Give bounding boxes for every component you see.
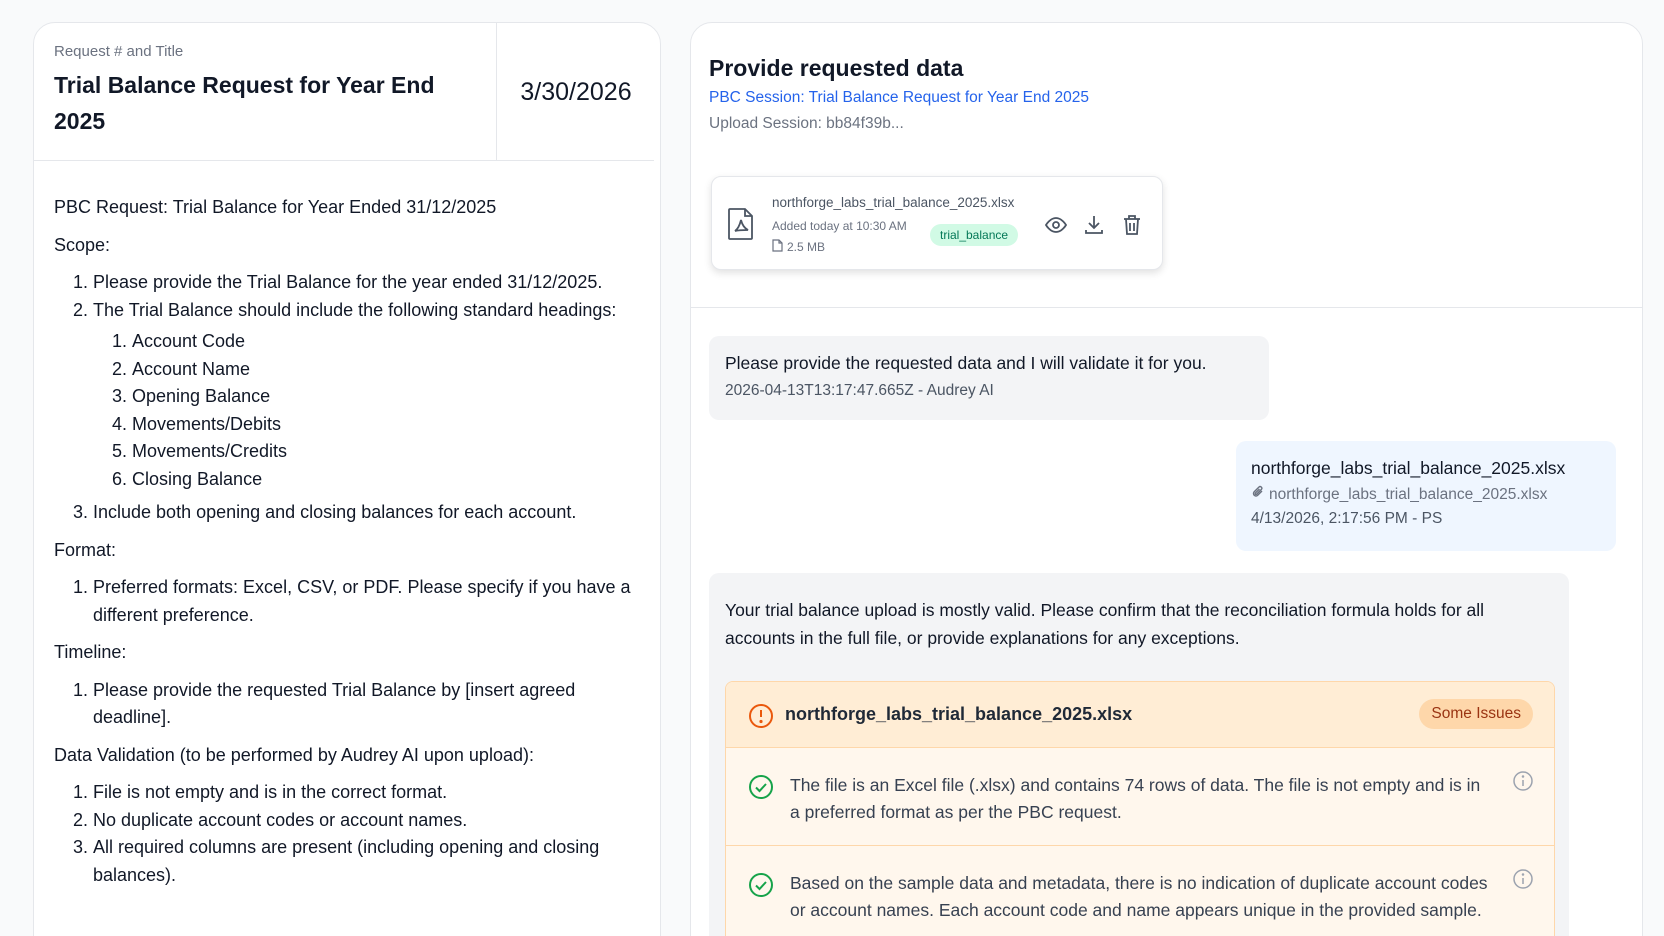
validation-item: 1. File is not empty and is in the correct format. <box>93 779 644 807</box>
timeline-heading: Timeline: <box>54 642 127 662</box>
eye-icon[interactable] <box>1044 213 1068 237</box>
headings-list <box>93 328 644 493</box>
format-list <box>54 574 644 629</box>
file-icon <box>772 239 783 255</box>
file-name: northforge_labs_trial_balance_2025.xlsx <box>772 195 1015 210</box>
file-added-time: Added today at 10:30 AM <box>772 219 907 233</box>
heading-item: 5. Movements/Credits <box>132 438 644 466</box>
request-date: 3/30/2026 <box>520 77 632 106</box>
upload-title: Provide requested data <box>709 55 964 81</box>
file-size <box>772 239 825 255</box>
validation-result-box <box>725 681 1555 936</box>
heading-item: 3. Opening Balance <box>132 383 644 411</box>
user-message-meta: 4/13/2026, 2:17:56 PM - PS <box>1251 510 1443 527</box>
validation-result-header <box>726 682 1554 748</box>
scope-item <box>93 297 644 494</box>
check-circle-icon <box>748 872 774 898</box>
scope-item: 1. Please provide the Trial Balance for the year ended 31/12/2025. <box>93 269 644 297</box>
scope-item: 3. Include both opening and closing balances for each account. <box>93 499 644 527</box>
validation-file-name: northforge_labs_trial_balance_2025.xlsx <box>785 704 1133 724</box>
document-icon <box>726 207 756 241</box>
file-actions <box>1044 213 1144 237</box>
ai-message-text: Please provide the requested data and I will validate it for you. <box>725 353 1207 373</box>
paperclip-icon <box>1251 485 1265 504</box>
info-icon[interactable] <box>1512 868 1534 890</box>
user-attachment[interactable] <box>1251 485 1601 504</box>
request-title: Trial Balance Request for Year End 2025 <box>54 72 435 134</box>
validation-check-text: The file is an Excel file (.xlsx) and contains 74 rows of data. The file is not empty and is in a preferred format as per the PBC request. <box>790 775 1481 822</box>
validation-check-item <box>726 748 1554 846</box>
heading-item: 2. Account Name <box>132 356 644 384</box>
ai-message-meta: 2026-04-13T13:17:47.665Z - Audrey AI <box>725 382 994 399</box>
user-message <box>1236 441 1616 551</box>
request-label: Request # and Title <box>54 43 184 60</box>
request-intro: PBC Request: Trial Balance for Year Ended 31/12/2025 <box>54 197 497 217</box>
validation-heading: Data Validation (to be performed by Audrey AI upon upload): <box>54 744 534 765</box>
heading-item: 6. Closing Balance <box>132 466 644 494</box>
upload-session-id: Upload Session: bb84f39b... <box>709 115 904 132</box>
format-item: 1. Preferred formats: Excel, CSV, or PDF. Please specify if you have a different preference. <box>93 574 644 629</box>
warning-icon <box>748 703 774 729</box>
scope-list <box>54 269 644 527</box>
info-icon[interactable] <box>1512 770 1534 792</box>
file-tag: trial_balance <box>930 224 1018 246</box>
validation-check-item <box>726 846 1554 936</box>
validation-item: 3. All required columns are present (including opening and closing balances). <box>93 834 644 889</box>
upload-panel <box>690 22 1643 936</box>
validation-check-text: Based on the sample data and metadata, there is no indication of duplicate account codes or account names. Each account code and name appears unique in the provided sample. <box>790 873 1488 920</box>
request-panel <box>33 22 661 936</box>
request-body <box>54 194 644 899</box>
request-header <box>34 23 654 161</box>
validation-list <box>54 779 644 889</box>
timeline-item: 1. Please provide the requested Trial Balance by [insert agreed deadline]. <box>93 677 644 732</box>
ai-message <box>709 336 1269 420</box>
file-size-value: 2.5 MB <box>787 240 826 254</box>
check-circle-icon <box>748 774 774 800</box>
request-title-cell <box>34 23 497 161</box>
scope-heading: Scope: <box>54 234 111 255</box>
validation-message <box>709 573 1569 936</box>
heading-item: 1. Account Code <box>132 328 644 356</box>
upload-header <box>709 53 1089 134</box>
scope-item-text: The Trial Balance should include the following standard headings: <box>93 299 617 320</box>
user-attachment-name: northforge_labs_trial_balance_2025.xlsx <box>1269 485 1548 503</box>
trash-icon[interactable] <box>1120 213 1144 237</box>
timeline-list <box>54 677 644 732</box>
status-badge: Some Issues <box>1419 699 1533 729</box>
pbc-session-link[interactable]: PBC Session: Trial Balance Request for Year End 2025 <box>709 89 1089 106</box>
validation-summary: Your trial balance upload is mostly valid. Please confirm that the reconciliation formula holds for all accounts in the full file, or provide explanations for any exceptions. <box>725 600 1485 648</box>
heading-item: 4. Movements/Debits <box>132 411 644 439</box>
format-heading: Format: <box>54 539 117 560</box>
download-icon[interactable] <box>1082 213 1106 237</box>
validation-item: 2. No duplicate account codes or account names. <box>93 807 644 835</box>
divider <box>691 307 1643 308</box>
user-message-file: northforge_labs_trial_balance_2025.xlsx <box>1251 458 1566 478</box>
uploaded-file-card <box>711 176 1163 270</box>
